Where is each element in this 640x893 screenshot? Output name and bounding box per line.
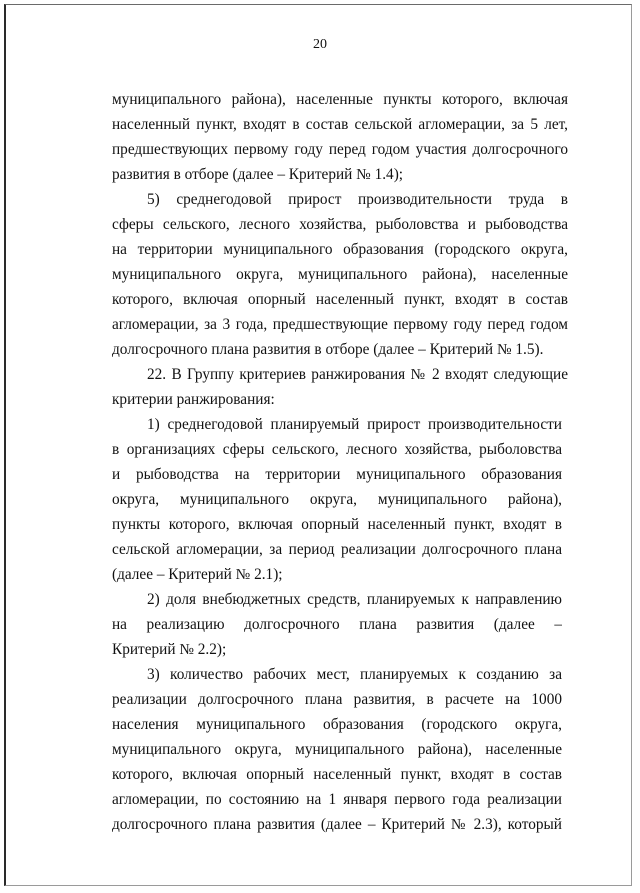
text-line: предшествующих первому году перед годом участия долгосрочного: [112, 141, 568, 158]
page-number: 20: [313, 37, 327, 52]
text-line: округа, муниципального округа, муниципального района),: [112, 491, 562, 508]
text-line: 1) среднегодовой планируемый прирост производительности: [147, 416, 562, 433]
text-line: 22. В Группу критериев ранжирования № 2 входят следующие: [147, 366, 568, 383]
text-line: Критерий № 2.2);: [112, 641, 227, 658]
text-line: сферы сельского, лесного хозяйства, рыболовства и рыбоводства: [112, 216, 568, 233]
text-line: населения муниципального образования (городского округа,: [112, 716, 562, 733]
text-line: реализации долгосрочного плана развития, в расчете на 1000: [112, 691, 562, 708]
text-line: населенный пункт, входят в состав сельской агломерации, за 5 лет,: [112, 116, 568, 133]
text-line: развития в отборе (далее – Критерий № 1.4);: [112, 166, 404, 183]
text-line: 2) доля внебюджетных средств, планируемых к направлению: [147, 591, 562, 608]
text-line: агломерации, по состоянию на 1 января первого года реализации: [112, 791, 562, 808]
text-line: критерии ранжирования:: [112, 391, 275, 408]
text-line: агломерации, за 3 года, предшествующие первому году перед годом: [112, 316, 568, 333]
text-line: которого, включая опорный населенный пункт, входят в состав: [112, 766, 562, 783]
text-line: в организациях сферы сельского, лесного хозяйства, рыболовства: [112, 441, 562, 458]
text-line: сельской агломерации, за период реализации долгосрочного плана: [112, 541, 562, 558]
text-line: 5) среднегодовой прирост производительности труда в: [147, 191, 568, 208]
text-line: муниципального округа, муниципального района), населенные: [112, 266, 568, 283]
text-line: (далее – Критерий № 2.1);: [112, 566, 283, 583]
text-line: на реализацию долгосрочного плана развития (далее –: [112, 616, 562, 633]
text-line: долгосрочного плана развития (далее – Критерий № 2.3), который: [112, 816, 562, 833]
text-line: 3) количество рабочих мест, планируемых к созданию за: [147, 666, 562, 683]
text-line: муниципального района), населенные пункты которого, включая: [112, 91, 568, 108]
text-line: долгосрочного плана развития в отборе (далее – Критерий № 1.5).: [112, 341, 544, 358]
text-line: пункты которого, включая опорный населенный пункт, входят в: [112, 516, 562, 533]
text-line: муниципального округа, муниципального района), населенные: [112, 741, 562, 758]
text-line: на территории муниципального образования (городского округа,: [112, 241, 568, 258]
text-line: и рыбоводства на территории муниципального образования: [112, 466, 562, 483]
text-line: которого, включая опорный населенный пункт, входят в состав: [112, 291, 568, 308]
